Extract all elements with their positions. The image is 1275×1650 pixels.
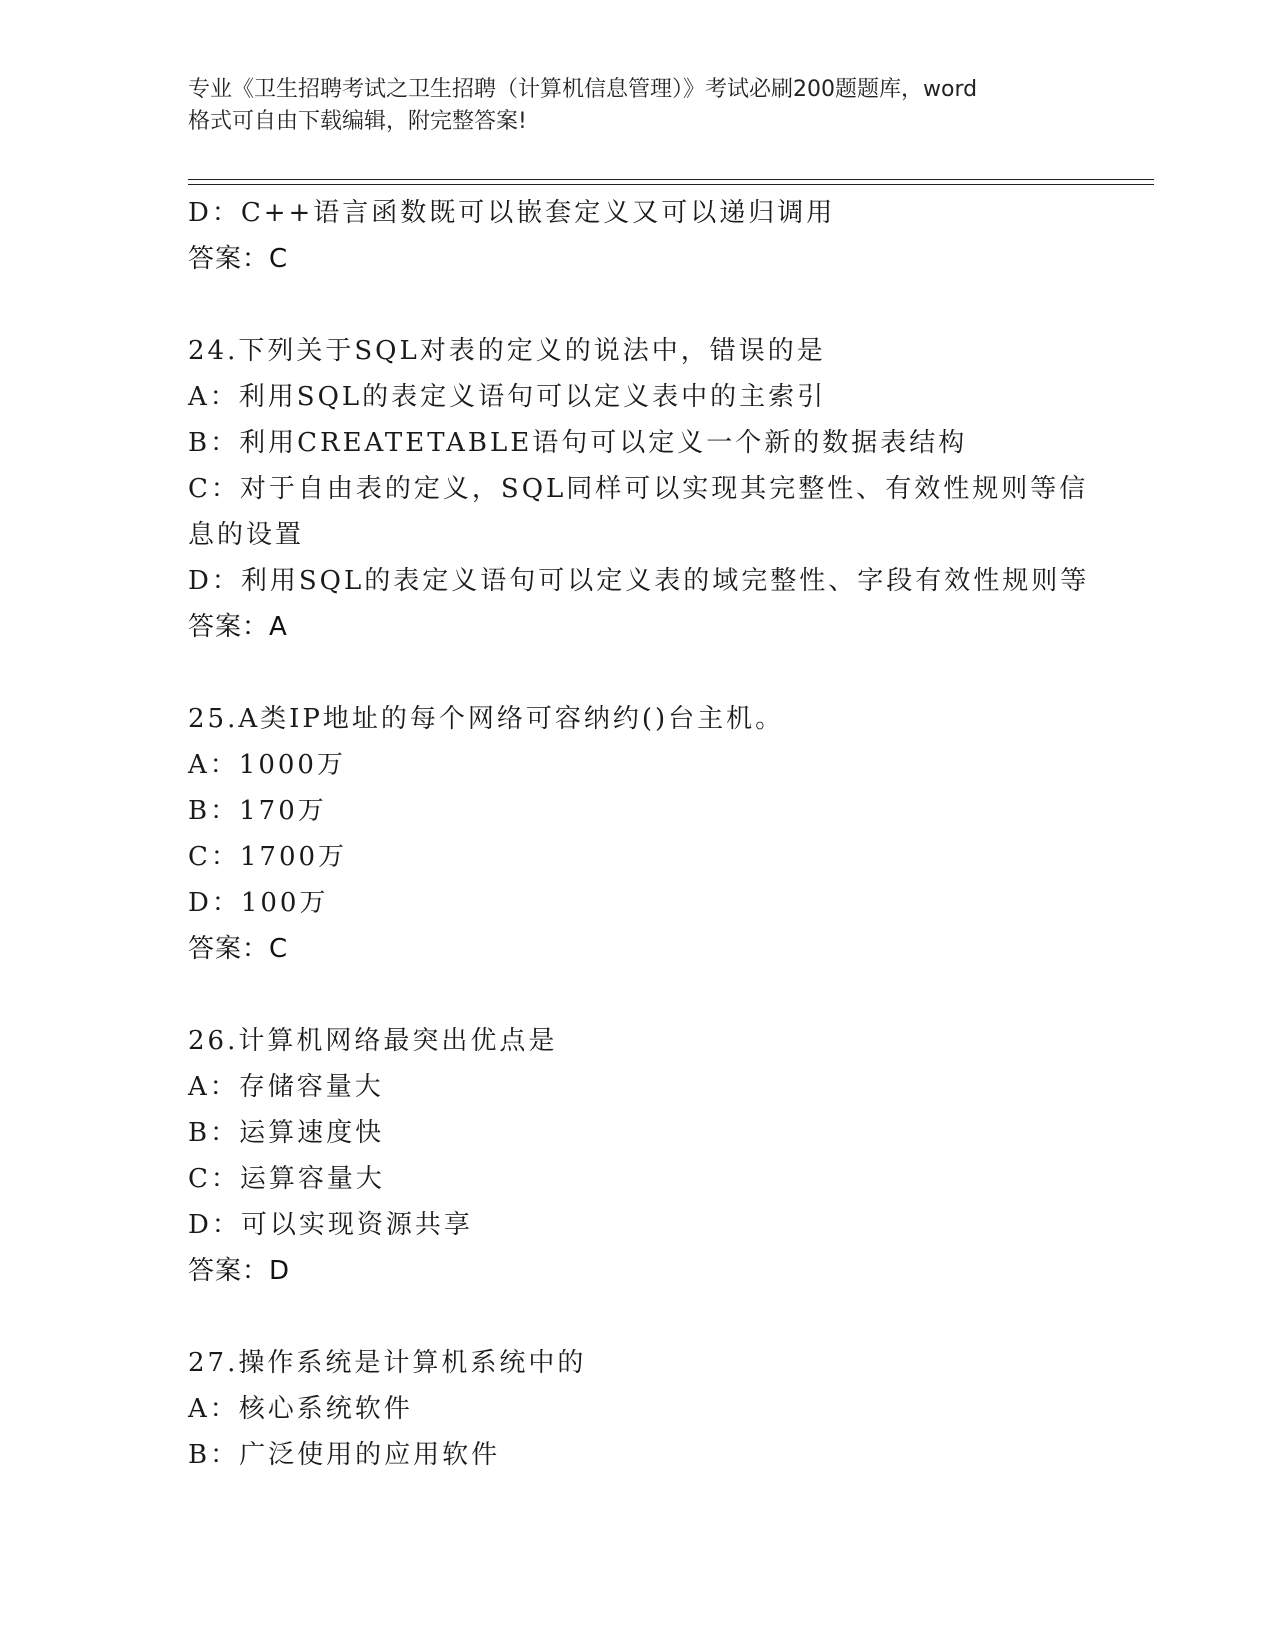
option-d: D：100万 (188, 888, 329, 918)
question-block-24 (188, 328, 1088, 650)
answer-label: 答案：C (188, 244, 289, 274)
option-b: B：170万 (188, 796, 327, 826)
question-list (188, 190, 1088, 1478)
answer-label: 答案：D (188, 1256, 291, 1286)
header-line-1: 专业《卫生招聘考试之卫生招聘（计算机信息管理）》考试必刷200题题库，word (188, 77, 978, 102)
option-b: B：运算速度快 (188, 1118, 385, 1148)
option-a: A：利用SQL的表定义语句可以定义表中的主索引 (188, 382, 827, 412)
option-d: D：利用SQL的表定义语句可以定义表的域完整性、字段有效性规则等 (188, 566, 1090, 596)
header-divider-bottom (188, 184, 1154, 185)
option-a: A：核心系统软件 (188, 1394, 413, 1424)
answer-label: 答案：C (188, 934, 289, 964)
option-c: C：运算容量大 (188, 1164, 385, 1194)
option-d: D：可以实现资源共享 (188, 1210, 473, 1240)
option-a: A：存储容量大 (188, 1072, 384, 1102)
header-divider-top (188, 179, 1154, 180)
option-c: C：1700万 (188, 842, 348, 872)
question-text: 24.下列关于SQL对表的定义的说法中，错误的是 (188, 336, 826, 366)
option-d: D：C++语言函数既可以嵌套定义又可以递归调用 (188, 198, 836, 228)
header-line-2: 格式可自由下载编辑，附完整答案! (188, 109, 527, 134)
spacer (188, 972, 1088, 1018)
spacer (188, 1294, 1088, 1340)
question-text: 27.操作系统是计算机系统中的 (188, 1348, 587, 1378)
option-a: A：1000万 (188, 750, 346, 780)
option-c: C：对于自由表的定义，SQL同样可以实现其完整性、有效性规则等信 (188, 474, 1089, 504)
question-text: 26.计算机网络最突出优点是 (188, 1026, 558, 1056)
question-block-26 (188, 1018, 1088, 1294)
option-c-continued: 息的设置 (188, 520, 305, 550)
answer-label: 答案：A (188, 612, 288, 642)
question-block-27 (188, 1340, 1088, 1478)
document-header (188, 74, 1088, 138)
option-b: B：利用CREATETABLE语句可以定义一个新的数据表结构 (188, 428, 968, 458)
option-b: B：广泛使用的应用软件 (188, 1440, 501, 1470)
spacer (188, 282, 1088, 328)
question-block-prev (188, 190, 1088, 282)
question-text: 25.A类IP地址的每个网络可容纳约()台主机。 (188, 704, 785, 734)
question-block-25 (188, 696, 1088, 972)
spacer (188, 650, 1088, 696)
